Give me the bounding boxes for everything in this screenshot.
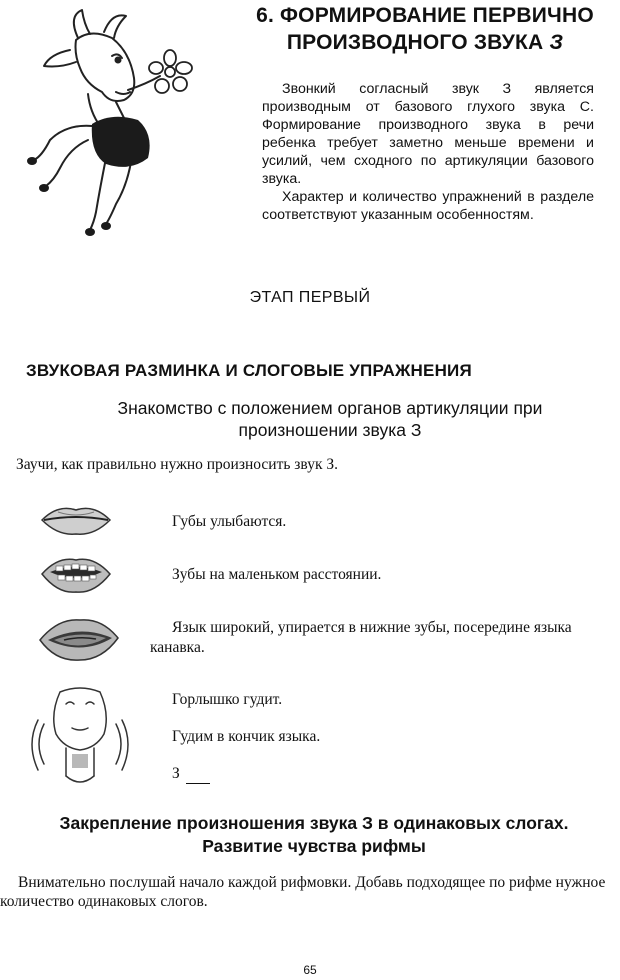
chapter-title-line2 (240, 29, 610, 56)
section2-title-line1: Закрепление произношения звука З в одинаковых слогах. (59, 813, 569, 833)
sound-letter: З (172, 765, 180, 782)
chapter-title-line2-text: ПРОИЗВОДНОГО ЗВУКА (286, 31, 550, 54)
throat-face-illustration (26, 684, 134, 796)
teeth-illustration (38, 552, 114, 598)
sound-answer-line (172, 764, 612, 784)
chapter-title (240, 2, 610, 56)
answer-blank (186, 769, 210, 784)
goat-illustration (20, 8, 210, 243)
intro-paragraph-2: Характер и количество упражнений в разделе соответствуют указанным особенностям. (262, 189, 594, 223)
section2-paragraph-text: Внимательно послушай начало каждой рифмовки. Добавь подходящее по рифме нужное количество одинаковых слогов. (0, 874, 606, 910)
chapter-title-sound: З (549, 31, 564, 54)
subsection-title-line1: Знакомство с положением органов артикуляции при (117, 398, 543, 418)
section-title: ЗВУКОВАЯ РАЗМИНКА И СЛОГОВЫЕ УПРАЖНЕНИЯ (26, 361, 472, 380)
tongue-tip-description: Гудим в кончик языка. (172, 728, 321, 745)
subsection-title (60, 397, 600, 441)
tongue-description: Язык широкий, упирается в нижние зубы, посередине языка канавка. (150, 619, 572, 656)
lips-description: Губы улыбаются. (172, 513, 287, 530)
stage-heading: ЭТАП ПЕРВЫЙ (249, 289, 371, 306)
smiling-lips-illustration (38, 500, 114, 542)
subsection-title-line2: произношении звука З (238, 420, 422, 440)
section2-title-line2: Развитие чувства рифмы (202, 836, 426, 856)
section2-paragraph (0, 873, 612, 911)
page-number: 65 (303, 963, 317, 977)
chapter-title-line1: 6. ФОРМИРОВАНИЕ ПЕРВИЧНО (256, 4, 594, 27)
chapter-intro (262, 80, 594, 224)
teeth-description: Зубы на маленьком расстоянии. (172, 566, 382, 583)
instruction-text: Заучи, как правильно нужно произносить звук З. (16, 456, 339, 473)
tongue-illustration (36, 612, 122, 666)
intro-paragraph-1: Звонкий согласный звук З является производным от базового глухого звука С. Формирование производного звука в речи ребенка требует заметно меньше времени и усилий, чем сходного по артикуляции базового звука. (262, 81, 594, 187)
section2-title (0, 812, 620, 858)
throat-description: Горлышко гудит. (172, 691, 283, 708)
